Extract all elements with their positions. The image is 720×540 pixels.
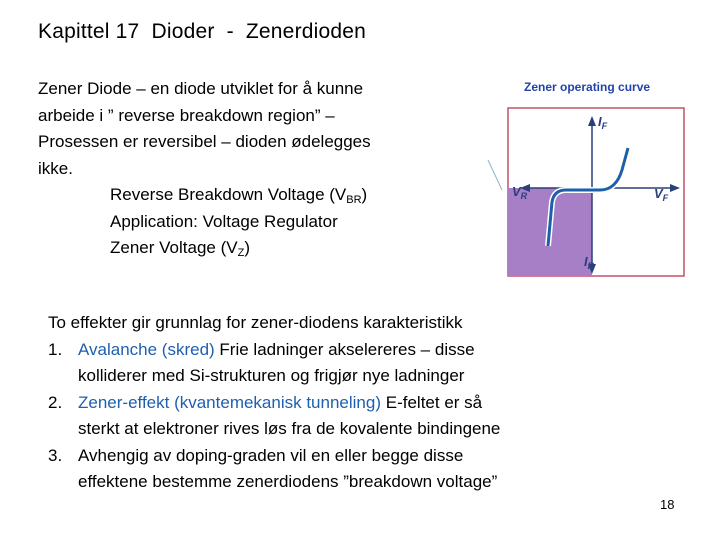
list-number: 2. <box>48 392 63 412</box>
slide-title: Kapittel 17 Dioder - Zenerdioden <box>38 20 367 43</box>
bullet-text: ) <box>361 185 368 204</box>
bullet-application: Application: Voltage Regulator <box>110 211 338 231</box>
highlight-term: Avalanche (skred) <box>78 339 215 359</box>
zener-curve-diagram <box>480 80 690 280</box>
leader-line <box>488 160 502 190</box>
intro-text <box>38 76 458 262</box>
bullet-text: Reverse Breakdown Voltage (V <box>110 185 347 204</box>
list-item-line <box>78 337 608 364</box>
intro-line: Prosessen er reversibel – dioden ødelegges <box>38 132 371 151</box>
label-vr: $V_R$ <box>512 184 528 201</box>
figure-title: Zener operating curve <box>524 80 651 94</box>
effects-intro: To effekter gir grunnlag for zener-diodens karakteristikk <box>48 313 463 332</box>
list-item-line <box>78 443 608 470</box>
zener-curve-figure <box>480 80 690 280</box>
intro-line: Zener Diode – en diode utviklet for å kunne <box>38 79 364 98</box>
subscript: BR <box>346 194 362 206</box>
list-item <box>48 390 608 443</box>
intro-line: arbeide i ” reverse breakdown region” – <box>38 105 335 125</box>
list-item-line <box>78 390 608 417</box>
list-item-line: kolliderer med Si-strukturen og frigjør nye ladninger <box>78 366 465 385</box>
subscript: Z <box>237 247 245 259</box>
list-item-text: Avhengig av doping-graden vil en eller begge disse <box>78 445 464 465</box>
list-item-text: E-feltet er så <box>381 392 483 412</box>
page-number: 18 <box>660 497 675 512</box>
list-item <box>48 337 608 390</box>
bullet-text: Zener Voltage (V <box>110 238 238 257</box>
bullet-reverse-breakdown-voltage <box>38 182 458 209</box>
list-item <box>48 443 608 496</box>
list-item-line: sterkt at elektroner rives løs fra de kovalente bindingene <box>78 419 501 438</box>
effects-section <box>48 310 608 496</box>
list-number: 1. <box>48 339 63 359</box>
label-ir: $I_R$ <box>584 254 595 271</box>
list-item-text: Frie ladninger akselereres – disse <box>214 339 475 359</box>
label-vf: $V_F$ <box>654 186 669 203</box>
label-if: $I_F$ <box>598 114 608 131</box>
bullet-zener-voltage <box>38 235 458 262</box>
bullet-text: ) <box>244 238 250 257</box>
list-number: 3. <box>48 445 63 465</box>
highlight-term: Zener-effekt (kvantemekanisk tunneling) <box>78 392 382 412</box>
list-item-line: effektene bestemme zenerdiodens ”breakdown voltage” <box>78 472 498 491</box>
intro-line: ikke. <box>38 158 73 178</box>
